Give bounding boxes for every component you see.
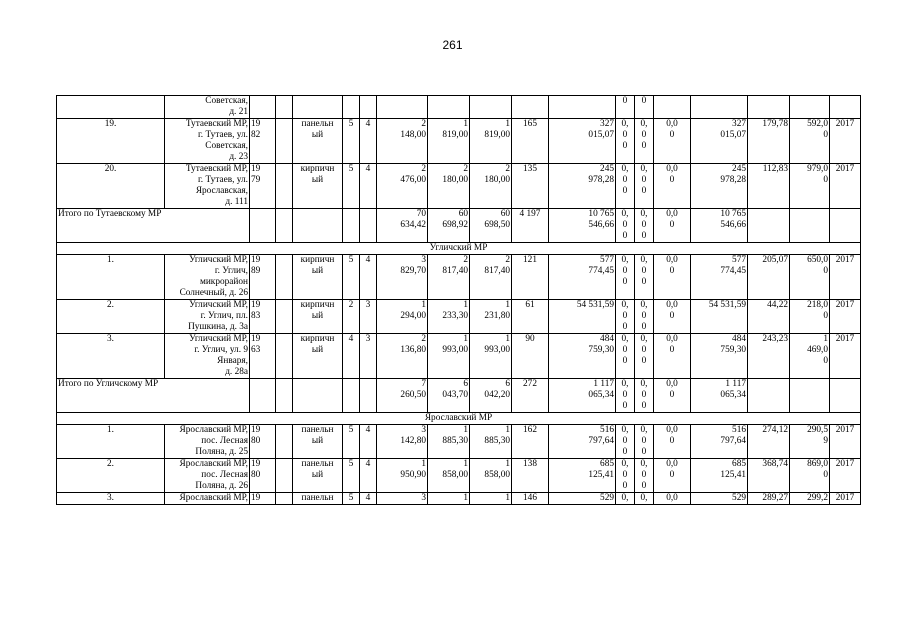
table-cell <box>428 96 470 119</box>
table-cell <box>748 209 790 243</box>
subtotal-row <box>57 209 861 243</box>
table-cell: 4 <box>360 255 377 300</box>
register-table-body <box>57 96 861 505</box>
register-table <box>56 95 861 505</box>
table-cell <box>293 96 343 119</box>
table-cell: 243,23 <box>748 334 790 379</box>
table-cell: 19 <box>250 493 276 505</box>
table-cell: 2017 <box>830 459 861 493</box>
table-cell: 3 <box>360 300 377 334</box>
table-cell: панельн ый <box>293 459 343 493</box>
table-cell <box>790 96 830 119</box>
table-cell: 5 <box>343 493 360 505</box>
table-cell: 516 797,64 <box>549 425 616 459</box>
table-cell <box>276 119 293 164</box>
table-cell: 218,0 0 <box>790 300 830 334</box>
table-cell: 179,78 <box>748 119 790 164</box>
table-cell: Итого по Угличскому МР <box>57 379 250 413</box>
table-cell: 1 233,30 <box>428 300 470 334</box>
table-cell: Угличский МР, г. Углич, микрорайон Солнечный, д. 26 <box>165 255 250 300</box>
table-cell <box>360 96 377 119</box>
table-cell: 2 476,00 <box>377 164 428 209</box>
table-cell: 54 531,59 <box>691 300 748 334</box>
subtotal-row <box>57 379 861 413</box>
table-cell: 592,0 0 <box>790 119 830 164</box>
table-cell <box>748 379 790 413</box>
table-cell: 1 993,00 <box>470 334 512 379</box>
table-cell: 3 <box>377 493 428 505</box>
table-cell: 516 797,64 <box>691 425 748 459</box>
table-cell <box>470 96 512 119</box>
table-cell <box>748 96 790 119</box>
table-cell: 299,2 <box>790 493 830 505</box>
table-cell: 112,83 <box>748 164 790 209</box>
table-cell: 2017 <box>830 493 861 505</box>
table-cell: 61 <box>512 300 549 334</box>
table-cell <box>654 96 691 119</box>
table-cell: 2017 <box>830 300 861 334</box>
table-cell: 0, 0 0 <box>635 119 654 164</box>
table-cell: 0,0 0 <box>654 164 691 209</box>
table-cell: 165 <box>512 119 549 164</box>
table-cell: 0, 0 0 <box>616 379 635 413</box>
table-cell: 1 294,00 <box>377 300 428 334</box>
table-cell: 7 260,50 <box>377 379 428 413</box>
table-cell: 0,0 0 <box>654 209 691 243</box>
table-cell <box>276 209 293 243</box>
table-cell: 0,0 0 <box>654 334 691 379</box>
table-cell: 19 80 <box>250 425 276 459</box>
table-cell: Угличский МР, г. Углич, ул. 9 Января, д. 28а <box>165 334 250 379</box>
table-cell: Ярославский МР, пос. Лесная Поляна, д. 25 <box>165 425 250 459</box>
table-cell: 685 125,41 <box>691 459 748 493</box>
table-cell: 2017 <box>830 164 861 209</box>
table-cell: 5 <box>343 425 360 459</box>
table-cell: 979,0 0 <box>790 164 830 209</box>
table-cell <box>276 255 293 300</box>
table-cell <box>830 379 861 413</box>
table-cell: 20. <box>57 164 165 209</box>
table-cell: 1. <box>57 255 165 300</box>
table-cell <box>57 96 165 119</box>
table-cell: 0, 0 0 <box>635 334 654 379</box>
table-cell: 289,27 <box>748 493 790 505</box>
table-cell: 0, 0 0 <box>635 209 654 243</box>
table-cell: Советская, д. 21 <box>165 96 250 119</box>
table-cell: 1 885,30 <box>470 425 512 459</box>
table-cell: 0,0 0 <box>654 425 691 459</box>
table-cell: 2 817,40 <box>428 255 470 300</box>
table-cell: 2 817,40 <box>470 255 512 300</box>
table-cell: 1 993,00 <box>428 334 470 379</box>
section-header-row <box>57 243 861 255</box>
table-cell: 1 469,0 0 <box>790 334 830 379</box>
table-cell <box>276 96 293 119</box>
table-cell: 10 765 546,66 <box>549 209 616 243</box>
table-cell: 135 <box>512 164 549 209</box>
table-cell: 0, 0 0 <box>616 334 635 379</box>
table-cell: 138 <box>512 459 549 493</box>
table-cell <box>790 379 830 413</box>
table-cell <box>250 209 276 243</box>
table-cell <box>343 96 360 119</box>
table-cell: 0,0 0 <box>654 459 691 493</box>
table-cell: 2. <box>57 300 165 334</box>
table-cell: 205,07 <box>748 255 790 300</box>
table-cell: 60 698,92 <box>428 209 470 243</box>
table-cell: 577 774,45 <box>691 255 748 300</box>
table-cell: 19 80 <box>250 459 276 493</box>
table-cell <box>360 379 377 413</box>
section-header-row <box>57 413 861 425</box>
table-cell: 650,0 0 <box>790 255 830 300</box>
table-cell: Угличский МР, г. Углич, пл. Пушкина, д. 3а <box>165 300 250 334</box>
table-cell: 0 <box>635 96 654 119</box>
table-cell: 4 <box>360 164 377 209</box>
table-cell: 484 759,30 <box>691 334 748 379</box>
table-cell: панельн ый <box>293 425 343 459</box>
table-row <box>57 493 861 505</box>
table-cell: 5 <box>343 459 360 493</box>
table-cell: 1 950,90 <box>377 459 428 493</box>
table-cell: 484 759,30 <box>549 334 616 379</box>
table-cell: 4 <box>360 119 377 164</box>
table-cell: 162 <box>512 425 549 459</box>
table-row <box>57 300 861 334</box>
table-cell: 10 765 546,66 <box>691 209 748 243</box>
table-cell: Угличский МР <box>57 243 861 255</box>
table-cell: 1 885,30 <box>428 425 470 459</box>
table-cell: 368,74 <box>748 459 790 493</box>
table-cell: 2017 <box>830 255 861 300</box>
table-cell: 6 042,20 <box>470 379 512 413</box>
table-cell <box>276 425 293 459</box>
table-cell <box>293 209 343 243</box>
table-cell <box>276 493 293 505</box>
table-cell: 19 79 <box>250 164 276 209</box>
table-cell: кирпичн ый <box>293 300 343 334</box>
table-cell <box>276 300 293 334</box>
table-cell <box>250 96 276 119</box>
table-cell: кирпичн ый <box>293 334 343 379</box>
table-cell <box>360 209 377 243</box>
table-cell: 4 <box>360 459 377 493</box>
table-cell <box>691 96 748 119</box>
table-cell: 274,12 <box>748 425 790 459</box>
table-cell: 0, 0 0 <box>635 459 654 493</box>
table-cell: 0, <box>616 493 635 505</box>
table-row <box>57 119 861 164</box>
table-cell: 272 <box>512 379 549 413</box>
table-cell: 1 858,00 <box>470 459 512 493</box>
table-cell: 2 180,00 <box>428 164 470 209</box>
table-cell: 685 125,41 <box>549 459 616 493</box>
table-cell: Итого по Тутаевскому МР <box>57 209 250 243</box>
table-cell: 6 043,70 <box>428 379 470 413</box>
table-cell: 1 858,00 <box>428 459 470 493</box>
table-cell: 1 231,80 <box>470 300 512 334</box>
table-cell: 4 <box>343 334 360 379</box>
table-cell: 1 819,00 <box>470 119 512 164</box>
table-cell: 0, 0 0 <box>616 459 635 493</box>
table-cell: 70 634,42 <box>377 209 428 243</box>
table-cell: 19 89 <box>250 255 276 300</box>
table-cell: 0 <box>616 96 635 119</box>
table-cell <box>276 334 293 379</box>
table-cell: 3 142,80 <box>377 425 428 459</box>
table-cell: панельн ый <box>293 119 343 164</box>
table-cell: 3. <box>57 334 165 379</box>
table-cell: 529 <box>549 493 616 505</box>
table-cell <box>512 96 549 119</box>
table-cell: 1 <box>428 493 470 505</box>
table-cell: 0, 0 0 <box>616 209 635 243</box>
table-row <box>57 334 861 379</box>
table-cell: Ярославский МР, <box>165 493 250 505</box>
table-cell: 2 148,00 <box>377 119 428 164</box>
table-cell: 0, 0 0 <box>635 164 654 209</box>
table-cell: 1 819,00 <box>428 119 470 164</box>
table-cell: 90 <box>512 334 549 379</box>
table-cell: 869,0 0 <box>790 459 830 493</box>
table-cell: 529 <box>691 493 748 505</box>
table-cell <box>250 379 276 413</box>
table-cell: 2017 <box>830 425 861 459</box>
table-cell: Тутаевский МР, г. Тутаев, ул. Ярославская, д. 111 <box>165 164 250 209</box>
table-cell: Ярославский МР, пос. Лесная Поляна, д. 26 <box>165 459 250 493</box>
table-cell: 3 <box>360 334 377 379</box>
table-cell <box>830 96 861 119</box>
table-row <box>57 164 861 209</box>
table-cell: 0, 0 0 <box>616 119 635 164</box>
table-cell: 19 83 <box>250 300 276 334</box>
table-cell: 0,0 0 <box>654 119 691 164</box>
table-cell: 5 <box>343 255 360 300</box>
table-cell: Ярославский МР <box>57 413 861 425</box>
table-cell: 4 <box>360 493 377 505</box>
table-cell: 1 117 065,34 <box>549 379 616 413</box>
table-row <box>57 255 861 300</box>
table-cell <box>830 209 861 243</box>
table-cell <box>343 379 360 413</box>
table-row <box>57 459 861 493</box>
table-cell <box>343 209 360 243</box>
table-cell: 44,22 <box>748 300 790 334</box>
table-cell <box>377 96 428 119</box>
table-cell: 19 63 <box>250 334 276 379</box>
table-cell: 19. <box>57 119 165 164</box>
table-cell: 1 <box>470 493 512 505</box>
table-cell: 4 <box>360 425 377 459</box>
table-cell: 290,5 9 <box>790 425 830 459</box>
table-cell: 5 <box>343 119 360 164</box>
table-cell <box>790 209 830 243</box>
table-cell: 327 015,07 <box>691 119 748 164</box>
table-cell: кирпичн ый <box>293 255 343 300</box>
table-cell: кирпичн ый <box>293 164 343 209</box>
table-cell: 2 180,00 <box>470 164 512 209</box>
table-cell: 2 <box>343 300 360 334</box>
table-cell: 245 978,28 <box>549 164 616 209</box>
table-cell: 0, 0 0 <box>616 164 635 209</box>
table-cell: 0, 0 0 <box>616 300 635 334</box>
table-cell <box>549 96 616 119</box>
page-number: 261 <box>442 38 463 52</box>
table-row <box>57 96 861 119</box>
table-cell: 1. <box>57 425 165 459</box>
table-cell: 2 136,80 <box>377 334 428 379</box>
table-cell: 4 197 <box>512 209 549 243</box>
table-cell: 60 698,50 <box>470 209 512 243</box>
table-cell <box>293 379 343 413</box>
table-cell <box>276 379 293 413</box>
table-cell: 0,0 0 <box>654 300 691 334</box>
table-cell: 0, 0 0 <box>635 425 654 459</box>
table-cell: 146 <box>512 493 549 505</box>
table-cell <box>276 164 293 209</box>
table-cell: 0, 0 0 <box>635 255 654 300</box>
table-cell: 0, <box>635 493 654 505</box>
table-cell: 5 <box>343 164 360 209</box>
table-cell: 327 015,07 <box>549 119 616 164</box>
table-cell: 0,0 0 <box>654 379 691 413</box>
table-cell: панельн <box>293 493 343 505</box>
table-cell <box>276 459 293 493</box>
table-cell: 2017 <box>830 334 861 379</box>
table-cell: 1 117 065,34 <box>691 379 748 413</box>
table-cell: 0, 0 0 <box>635 300 654 334</box>
table-cell: 2017 <box>830 119 861 164</box>
table-cell: 577 774,45 <box>549 255 616 300</box>
table-cell: 245 978,28 <box>691 164 748 209</box>
table-cell: 0, 0 0 <box>635 379 654 413</box>
table-cell: 3. <box>57 493 165 505</box>
table-cell: 0, 0 0 <box>616 255 635 300</box>
table-cell: 3 829,70 <box>377 255 428 300</box>
table-cell: 0, 0 0 <box>616 425 635 459</box>
table-cell: 54 531,59 <box>549 300 616 334</box>
table-cell: 0,0 0 <box>654 255 691 300</box>
table-row <box>57 425 861 459</box>
table-cell: 19 82 <box>250 119 276 164</box>
table-cell: 121 <box>512 255 549 300</box>
table-cell: 2. <box>57 459 165 493</box>
table-cell: 0,0 <box>654 493 691 505</box>
table-cell: Тутаевский МР, г. Тутаев, ул. Советская, д. 23 <box>165 119 250 164</box>
